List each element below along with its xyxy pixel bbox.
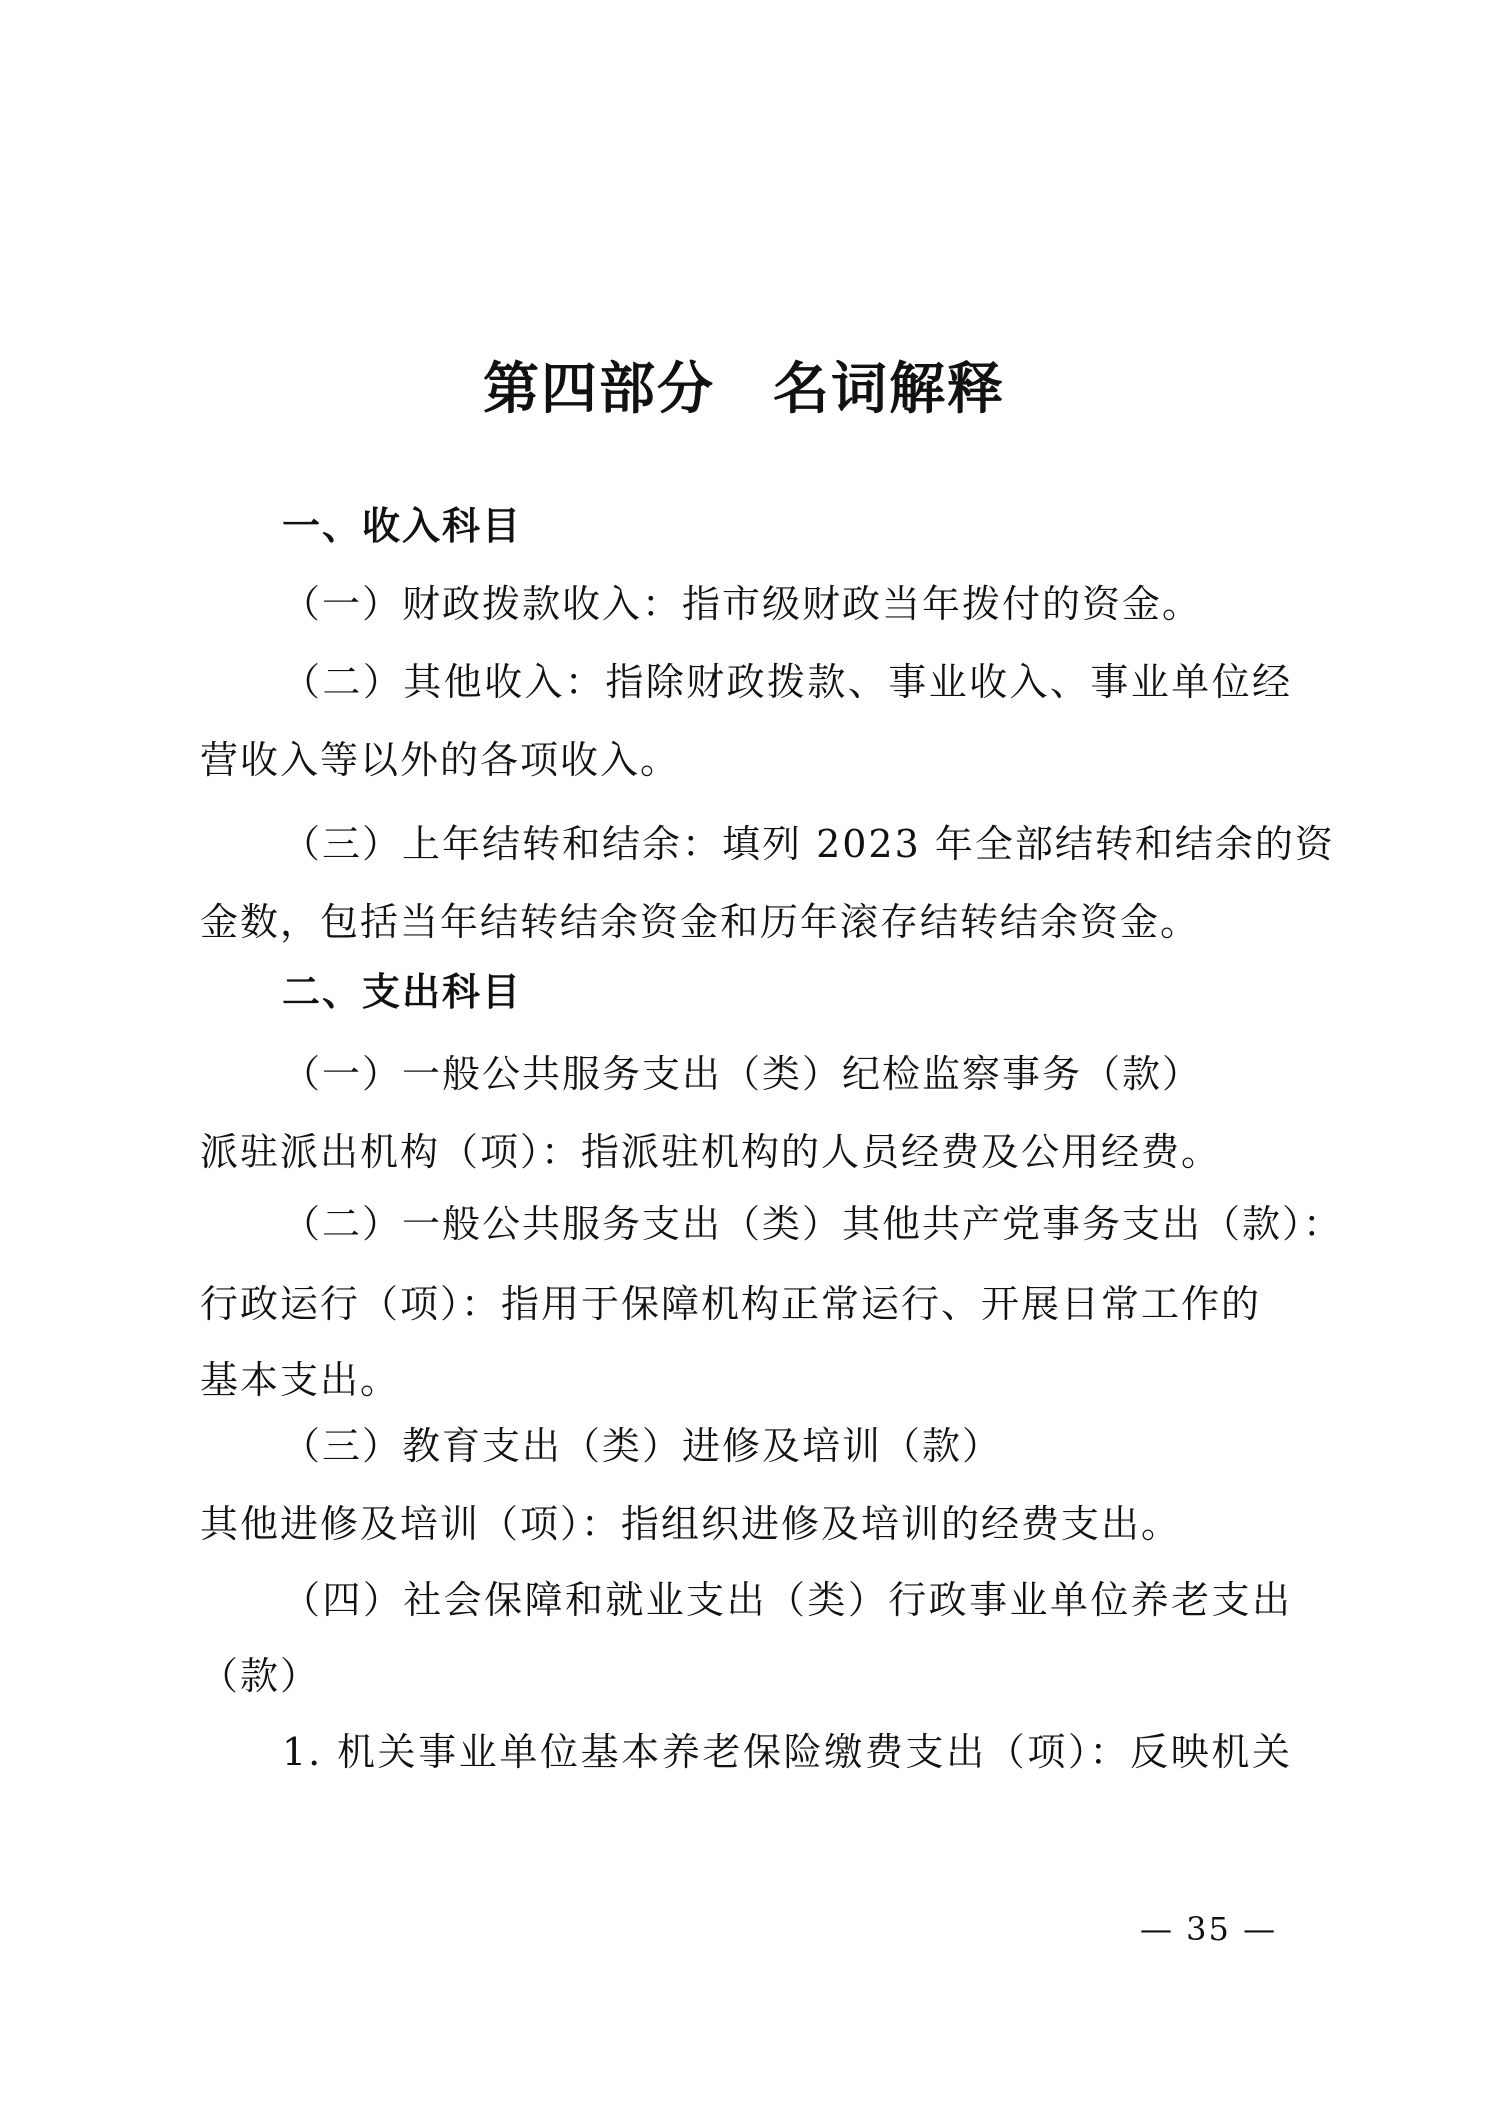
paragraph-line: （四）社会保障和就业支出（类）行政事业单位养老支出 — [282, 1578, 1292, 1622]
paragraph-line: （三）教育支出（类）进修及培训（款） — [282, 1424, 1003, 1468]
paragraph-line: （一）财政拨款收入：指市级财政当年拨付的资金。 — [282, 582, 1203, 626]
paragraph-line: 行政运行（项）：指用于保障机构正常运行、开展日常工作的 — [200, 1282, 1262, 1326]
paragraph-line: （款） — [200, 1654, 321, 1698]
paragraph-line: 金数，包括当年结转结余资金和历年滚存结转结余资金。 — [200, 900, 1201, 944]
paragraph-line: 基本支出。 — [200, 1358, 401, 1402]
paragraph-line: （二）其他收入：指除财政拨款、事业收入、事业单位经 — [282, 660, 1292, 704]
paragraph-line: （三）上年结转和结余：填列 2023 年全部结转和结余的资 — [282, 822, 1335, 866]
section-heading-expenditure: 二、支出科目 — [282, 970, 523, 1014]
paragraph-line: 1. 机关事业单位基本养老保险缴费支出（项）：反映机关 — [282, 1730, 1292, 1774]
page-number: — 35 — — [1140, 1910, 1278, 1948]
paragraph-line: 派驻派出机构（项）：指派驻机构的人员经费及公用经费。 — [200, 1130, 1222, 1174]
section-heading-income: 一、收入科目 — [282, 504, 523, 548]
paragraph-line: （一）一般公共服务支出（类）纪检监察事务（款） — [282, 1052, 1203, 1096]
paragraph-line: （二）一般公共服务支出（类）其他共产党事务支出（款）： — [282, 1202, 1344, 1246]
paragraph-line: 营收入等以外的各项收入。 — [200, 738, 681, 782]
paragraph-line: 其他进修及培训（项）：指组织进修及培训的经费支出。 — [200, 1502, 1182, 1546]
page-title: 第四部分 名词解释 — [483, 356, 1005, 422]
